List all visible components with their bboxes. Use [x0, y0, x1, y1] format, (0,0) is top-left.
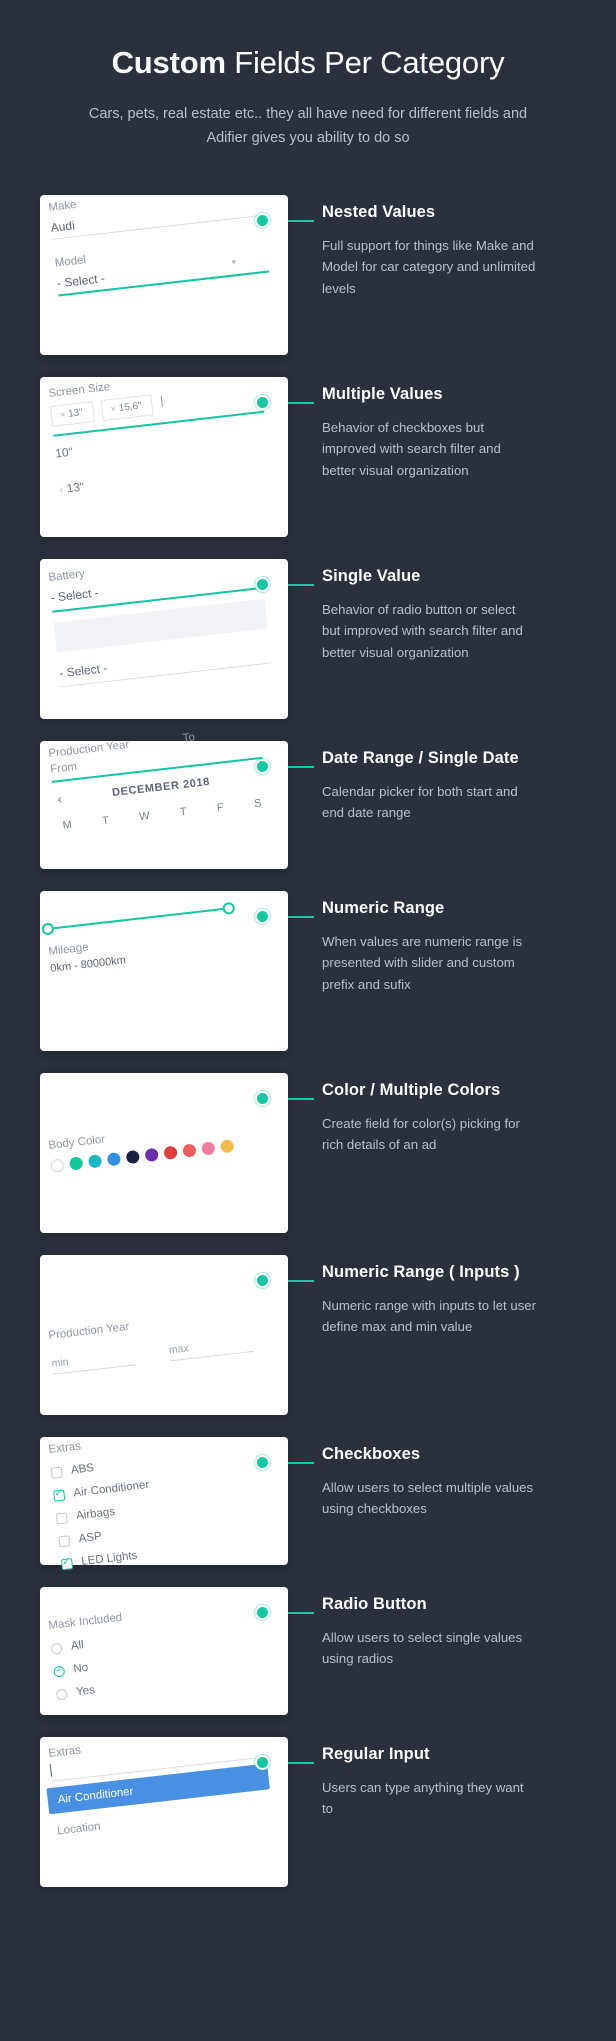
- mock-value-model[interactable]: - Select -: [56, 271, 106, 291]
- feature-text-multiple-values: [288, 377, 537, 481]
- screenshot-colors: [40, 1073, 288, 1233]
- mock-label-make: Make: [47, 198, 78, 215]
- color-swatch[interactable]: [50, 1158, 64, 1172]
- mock-regular-input: [22, 1718, 322, 1840]
- min-input-wrap[interactable]: [25, 1348, 136, 1377]
- marker-dot-nested-values: [255, 213, 270, 228]
- mock-label-screen-size: Screen Size: [47, 381, 111, 401]
- feature-desc: Allow users to select multiple values using checkboxes: [322, 1480, 534, 1517]
- feature-text-numeric-inputs: [288, 1255, 537, 1338]
- mock-label-production-year: Production Year: [47, 1320, 130, 1343]
- feature-text-regular-input: [288, 1737, 537, 1820]
- weekday: S: [253, 797, 263, 811]
- slider-knob-max[interactable]: [222, 902, 235, 915]
- mock-label-from[interactable]: From: [49, 760, 78, 776]
- chip-label: 15,6": [118, 400, 143, 415]
- max-input-placeholder: max: [168, 1342, 190, 1357]
- marker-dot-checkboxes: [255, 1455, 270, 1470]
- connector-line: [288, 766, 314, 768]
- mock-label-mask-included: Mask Included: [47, 1611, 123, 1633]
- mock-label-to: To: [182, 731, 196, 745]
- connector-line: [288, 402, 314, 404]
- mock-value-mileage-range: 0km - 80000km: [49, 954, 127, 975]
- mock-option-1[interactable]: 10": [54, 444, 74, 461]
- mock-multiple-values: [22, 358, 324, 499]
- marker-dot-numeric-range: [255, 909, 270, 924]
- connector-line: [288, 584, 314, 586]
- feature-list: [0, 195, 616, 1949]
- radio-icon[interactable]: [56, 1688, 68, 1700]
- feature-text-radio: [288, 1587, 537, 1670]
- mock-label-battery: Battery: [47, 567, 86, 585]
- mock-value-battery-2[interactable]: - Select -: [58, 661, 108, 681]
- checkbox-label: ABS: [70, 1462, 95, 1477]
- checkbox-label: ASP: [78, 1530, 103, 1546]
- weekday: F: [216, 801, 225, 815]
- page-title-rest: Fields Per Category: [225, 45, 505, 80]
- feature-desc: Calendar picker for both start and end date range: [322, 784, 518, 821]
- screenshot-numeric-range: [40, 891, 288, 1051]
- feature-row-radio: [40, 1587, 576, 1715]
- mock-option-2-label: 13": [65, 479, 85, 496]
- mock-nested-values: [22, 172, 324, 313]
- feature-title: Nested Values: [322, 203, 436, 222]
- weekday: T: [101, 814, 110, 828]
- feature-desc: Behavior of radio button or select but improved with search filter and better visual organization: [322, 602, 523, 660]
- marker-dot-numeric-inputs: [255, 1273, 270, 1288]
- checkbox-icon[interactable]: [50, 1466, 62, 1478]
- max-input-wrap[interactable]: [168, 1335, 253, 1361]
- checkbox-icon[interactable]: [58, 1535, 70, 1547]
- color-swatch[interactable]: [182, 1143, 196, 1157]
- color-swatch[interactable]: [144, 1148, 158, 1162]
- feature-row-regular-input: [40, 1737, 576, 1887]
- text-cursor: |: [159, 393, 165, 408]
- screenshot-numeric-inputs: [40, 1255, 288, 1415]
- mock-colors: [22, 1110, 316, 1176]
- autocomplete-suggestion[interactable]: Air Conditioner: [46, 1763, 270, 1814]
- chevron-down-icon: ▾: [231, 257, 236, 268]
- chip-label: 13": [67, 407, 84, 420]
- feature-row-checkboxes: [40, 1437, 576, 1569]
- radio-label: All: [70, 1639, 85, 1653]
- screenshot-date-range: [40, 731, 288, 869]
- feature-row-nested-values: [40, 195, 576, 355]
- feature-text-nested-values: [288, 195, 537, 299]
- screenshot-checkboxes: [40, 1437, 288, 1569]
- feature-row-date-range: [40, 731, 576, 869]
- mock-option-2[interactable]: ‹ 13": [58, 479, 85, 497]
- feature-desc: Allow users to select single values using radios: [322, 1630, 523, 1667]
- screenshot-single-value: [40, 559, 288, 719]
- marker-dot-radio: [255, 1605, 270, 1620]
- color-swatch[interactable]: [220, 1139, 234, 1153]
- checkbox-label: Air Conditioner: [72, 1478, 150, 1500]
- feature-row-single-value: [40, 559, 576, 719]
- feature-row-numeric-inputs: [40, 1255, 576, 1415]
- page-header: [0, 0, 616, 151]
- screenshot-regular-input: [40, 1737, 288, 1887]
- feature-title: Radio Button: [322, 1595, 427, 1614]
- mock-label-body-color: Body Color: [47, 1133, 106, 1153]
- page-title: [40, 44, 576, 81]
- checkbox-label: LED Lights: [80, 1549, 138, 1569]
- color-swatch[interactable]: [163, 1146, 177, 1160]
- mock-single-value: [22, 542, 325, 690]
- radio-icon[interactable]: [50, 1642, 62, 1654]
- connector-line: [288, 1280, 314, 1282]
- connector-line: [288, 1462, 314, 1464]
- feature-text-numeric-range: [288, 891, 537, 995]
- mock-checkboxes: [22, 1414, 326, 1573]
- checkbox-icon-checked[interactable]: [61, 1558, 73, 1570]
- marker-dot-regular-input: [255, 1755, 270, 1770]
- weekday: M: [62, 818, 73, 832]
- mock-label-model: Model: [54, 254, 87, 270]
- weekday: T: [179, 805, 188, 819]
- feature-text-date-range: [288, 741, 537, 824]
- radio-label: No: [72, 1661, 89, 1676]
- feature-desc: When values are numeric range is presented with slider and custom prefix and sufix: [322, 934, 523, 992]
- mock-radio: [22, 1590, 321, 1704]
- mock-label-production-year: Production Year: [47, 738, 130, 761]
- feature-text-single-value: [288, 559, 537, 663]
- screenshot-nested-values: [40, 195, 288, 355]
- prev-month-icon[interactable]: ‹: [56, 791, 63, 807]
- feature-title: Multiple Values: [322, 385, 443, 404]
- connector-line: [288, 1762, 314, 1764]
- screenshot-multiple-values: [40, 377, 288, 537]
- feature-title: Regular Input: [322, 1745, 430, 1764]
- feature-row-numeric-range: [40, 891, 576, 1051]
- slider-track[interactable]: [46, 907, 231, 930]
- feature-desc: Behavior of checkboxes but improved with search filter and better visual organization: [322, 420, 501, 478]
- close-icon[interactable]: ×: [59, 409, 66, 420]
- mock-value-make[interactable]: Audi: [49, 218, 76, 235]
- min-input-placeholder: min: [51, 1355, 70, 1370]
- feature-title: Numeric Range: [322, 899, 445, 918]
- feature-desc: Create field for color(s) picking for rich details of an ad: [322, 1116, 520, 1153]
- color-swatch[interactable]: [201, 1141, 215, 1155]
- mock-numeric-inputs: [22, 1300, 317, 1378]
- connector-line: [288, 1098, 314, 1100]
- marker-dot-multiple-values: [255, 395, 270, 410]
- weekday: W: [138, 810, 151, 824]
- connector-line: [288, 916, 314, 918]
- feature-title: Numeric Range ( Inputs ): [322, 1263, 520, 1282]
- feature-desc: Users can type anything they want to: [322, 1780, 524, 1817]
- checkbox-label: Airbags: [75, 1505, 116, 1523]
- feature-title: Color / Multiple Colors: [322, 1081, 501, 1100]
- feature-row-colors: [40, 1073, 576, 1233]
- screenshot-radio: [40, 1587, 288, 1715]
- color-swatch[interactable]: [69, 1156, 83, 1170]
- mock-value-battery[interactable]: - Select -: [49, 585, 100, 605]
- radio-icon-checked[interactable]: [53, 1665, 65, 1677]
- mock-label-location: Location: [56, 1820, 102, 1838]
- mock-label-mileage: Mileage: [47, 941, 90, 959]
- calendar-month-label: DECEMBER 2018: [111, 776, 211, 800]
- color-swatch[interactable]: [107, 1152, 121, 1166]
- checkbox-icon-checked[interactable]: [53, 1489, 65, 1501]
- connector-line: [288, 1612, 314, 1614]
- feature-title: Date Range / Single Date: [322, 749, 519, 768]
- feature-title: Checkboxes: [322, 1445, 421, 1464]
- close-icon[interactable]: ×: [110, 403, 117, 415]
- feature-row-multiple-values: [40, 377, 576, 537]
- mock-date-range: [22, 718, 322, 836]
- chip-item[interactable]: [100, 394, 153, 421]
- checkbox-icon[interactable]: [56, 1512, 68, 1524]
- feature-title: Single Value: [322, 567, 421, 586]
- page-subtitle: Cars, pets, real estate etc.. they all have need for different fields and Adifier gives you ability to do so: [88, 106, 528, 147]
- feature-text-colors: [288, 1073, 537, 1156]
- radio-label: Yes: [75, 1684, 96, 1699]
- chip-item[interactable]: [50, 401, 95, 427]
- mock-label-extras-top: Extras: [47, 1744, 82, 1761]
- page-title-bold: Custom: [111, 45, 226, 80]
- marker-dot-single-value: [255, 577, 270, 592]
- feature-text-checkboxes: [288, 1437, 537, 1520]
- feature-desc: Numeric range with inputs to let user define max and min value: [322, 1298, 537, 1335]
- connector-line: [288, 220, 314, 222]
- text-cursor: [50, 1764, 52, 1777]
- feature-desc: Full support for things like Make and Model for car category and unlimited levels: [322, 238, 536, 296]
- mock-field-model: [28, 228, 323, 300]
- marker-dot-date-range: [255, 759, 270, 774]
- mock-numeric-range: [22, 916, 315, 978]
- slider-knob-min[interactable]: [41, 922, 54, 935]
- color-swatch[interactable]: [88, 1154, 102, 1168]
- mock-label-extras: Extras: [47, 1440, 82, 1457]
- color-swatch[interactable]: [126, 1150, 140, 1164]
- marker-dot-colors: [255, 1091, 270, 1106]
